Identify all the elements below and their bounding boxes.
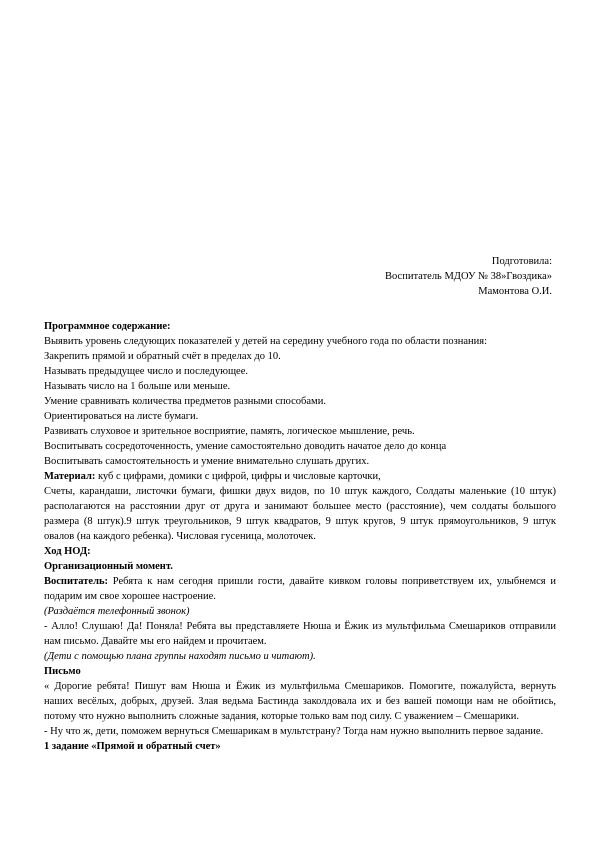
letter-text: « Дорогие ребята! Пишут вам Нюша и Ёжик из мультфильма Смешариков. Помогите, пожалуйста, вернуть наших весёлых, добрых, друзей. Злая ведьма Бастинда заколдовала их и без вашей помощи нам не обойтись, потому что нужно выполнить сложные задания, которые только вам под силу. С уважением – Смешарики. [44, 681, 556, 722]
teacher-text: Ребята к нам сегодня пришли гости, давайте кивком головы поприветствуем их, улыбнемся и подарим им свое хорошее настроение. [44, 576, 556, 602]
phone-text: - Алло! Слушаю! Да! Поняла! Ребята вы представляете Нюша и Ёжик из мультфильма Смешариков отправили нам письмо. Давайте мы его найдем и прочитаем. [44, 621, 556, 647]
document-body [44, 319, 556, 754]
program-line: Умение сравнивать количества предметов разными способами. [44, 396, 326, 407]
program-line: Воспитывать сосредоточенность, умение самостоятельно доводить начатое дело до конца [44, 441, 447, 452]
program-line: Ориентироваться на листе бумаги. [44, 411, 199, 422]
material-label: Материал: [44, 471, 96, 482]
material-list: Счеты, карандаши, листочки бумаги, фишки двух видов, по 10 штук каждого, Солдаты маленькие (10 штук) располагаются на расстоянии друг от друга и занимают большее место (расстояние), чем солдаты большого размера (8 штук).9 штук треугольников, 9 штук квадратов, 9 штук кругов, 9 штук прямоугольников, 9 штук овалов (на каждого ребенка). Числовая гусеница, молоточек. [44, 486, 556, 542]
program-line: Развивать слуховое и зрительное восприятие, память, логическое мышление, речь. [44, 426, 415, 437]
phone-note: (Раздаётся телефонный звонок) [44, 606, 190, 617]
signature-prepared-by: Подготовила: [491, 256, 552, 267]
material-text: куб с цифрами, домики с цифрой, цифры и числовые карточки, [95, 471, 381, 482]
course-heading: Ход НОД: [44, 546, 91, 557]
program-line: Называть предыдущее число и последующее. [44, 366, 249, 377]
author-signature [385, 254, 552, 299]
letter-heading: Письмо [44, 666, 81, 677]
signature-position: Воспитатель МДОУ № 38»Гвоздика» [385, 271, 552, 282]
task1-heading: 1 задание «Прямой и обратный счет» [44, 741, 221, 752]
plan-note: (Дети с помощью плана группы находят письмо и читают). [44, 651, 316, 662]
program-heading: Программное содержание: [44, 321, 171, 332]
help-text: - Ну что ж, дети, поможем вернуться Смешарикам в мультстрану? Тогда нам нужно выполнить первое задание. [44, 726, 544, 737]
material-paragraph [44, 469, 556, 484]
program-line: Выявить уровень следующих показателей у детей на середину учебного года по области познания: [44, 336, 488, 347]
teacher-paragraph [44, 574, 556, 604]
program-line: Воспитывать самостоятельность и умение внимательно слушать других. [44, 456, 370, 467]
program-line: Закрепить прямой и обратный счёт в пределах до 10. [44, 351, 281, 362]
org-moment-heading: Организационный момент. [44, 561, 173, 572]
program-line: Называть число на 1 больше или меньше. [44, 381, 231, 392]
teacher-label: Воспитатель: [44, 576, 109, 587]
signature-name: Мамонтова О.И. [478, 286, 552, 297]
